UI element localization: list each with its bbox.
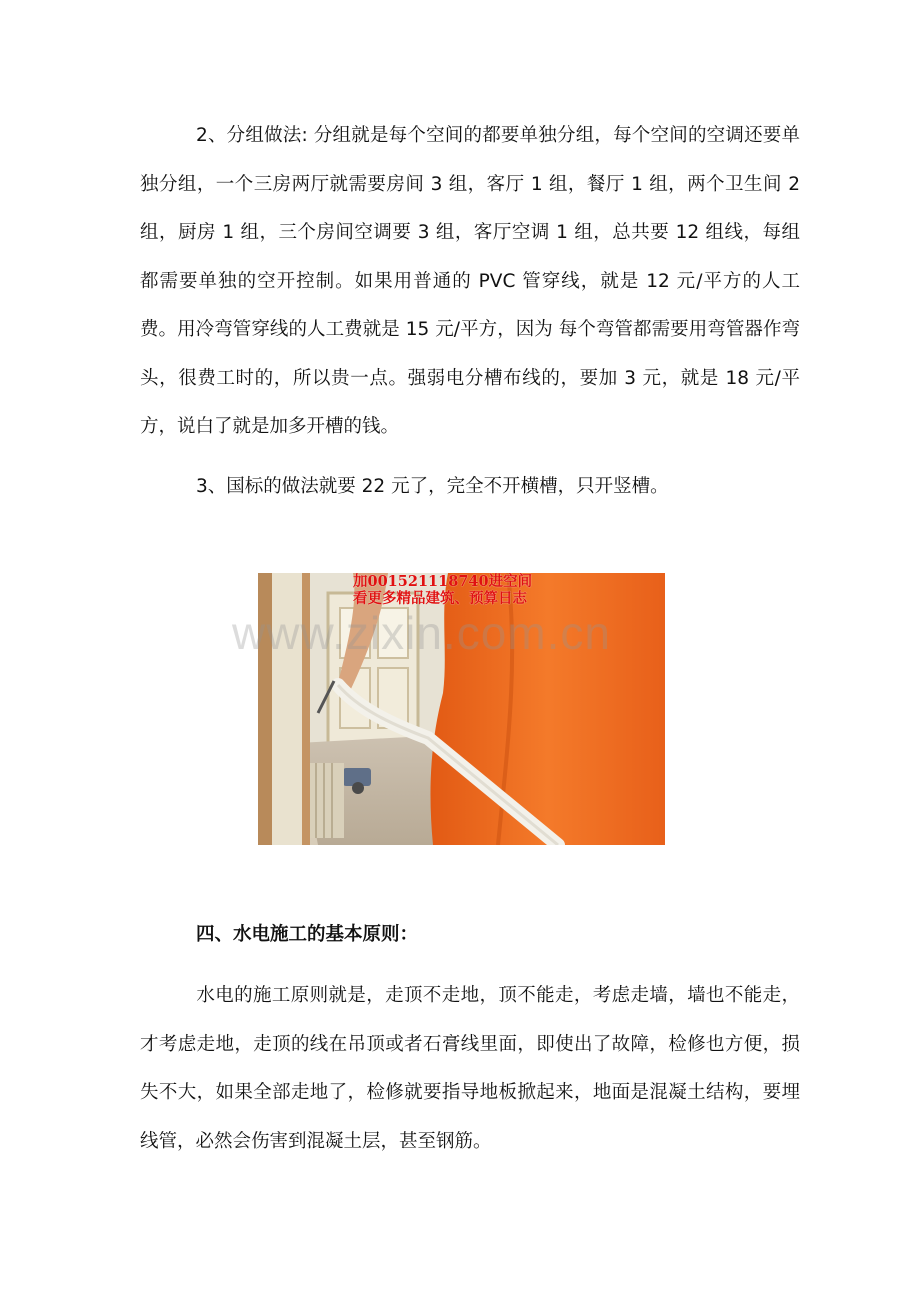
watermark-line-2: 看更多精品建筑、预算日志 [353,590,527,607]
watermark-line-1: 加001521118740进空间 [353,573,533,590]
photo-red-watermark [353,573,665,607]
paragraph-national-standard: 3、国标的做法就要 22 元了，完全不开横槽，只开竖槽。 [196,476,669,497]
paragraph-grouping-method: 2、分组做法: 分组就是每个空间的都要单独分组，每个空间的空调还要单独分组，一个三房两厅就需要房间 3 组，客厅 1 组，餐厅 1 组，两个卫生间 2 组，厨房 1 组，三个房间空调要 3 组，客厅空调 1 组，总共要 12 组线，每组都需要单独的空开控制。如果用普通的 PVC 管穿线，就是 12 元/平方的人工费。用冷弯管穿线的人工费就是 15 元/平方，因为 每个弯管都需要用弯管器作弯头，很费工时的，所以贵一点。强弱电分槽布线的，要加 3 元，就是 18 元/平方，说白了就是加多开槽的钱。 [140,125,800,437]
paragraph-basic-principles: 水电的施工原则就是，走顶不走地，顶不能走，考虑走墙，墙也不能走，才考虑走地，走顶的线在吊顶或者石膏线里面，即使出了故障，检修也方便，损失不大，如果全部走地了，检修就要指导地板掀起来，地面是混凝土结构，要埋线管，必然会伤害到混凝土层，甚至钢筋。 [140,985,800,1152]
site-watermark: www.zixin.com.cn [232,607,611,659]
section-heading: 四、水电施工的基本原则： [196,924,419,945]
